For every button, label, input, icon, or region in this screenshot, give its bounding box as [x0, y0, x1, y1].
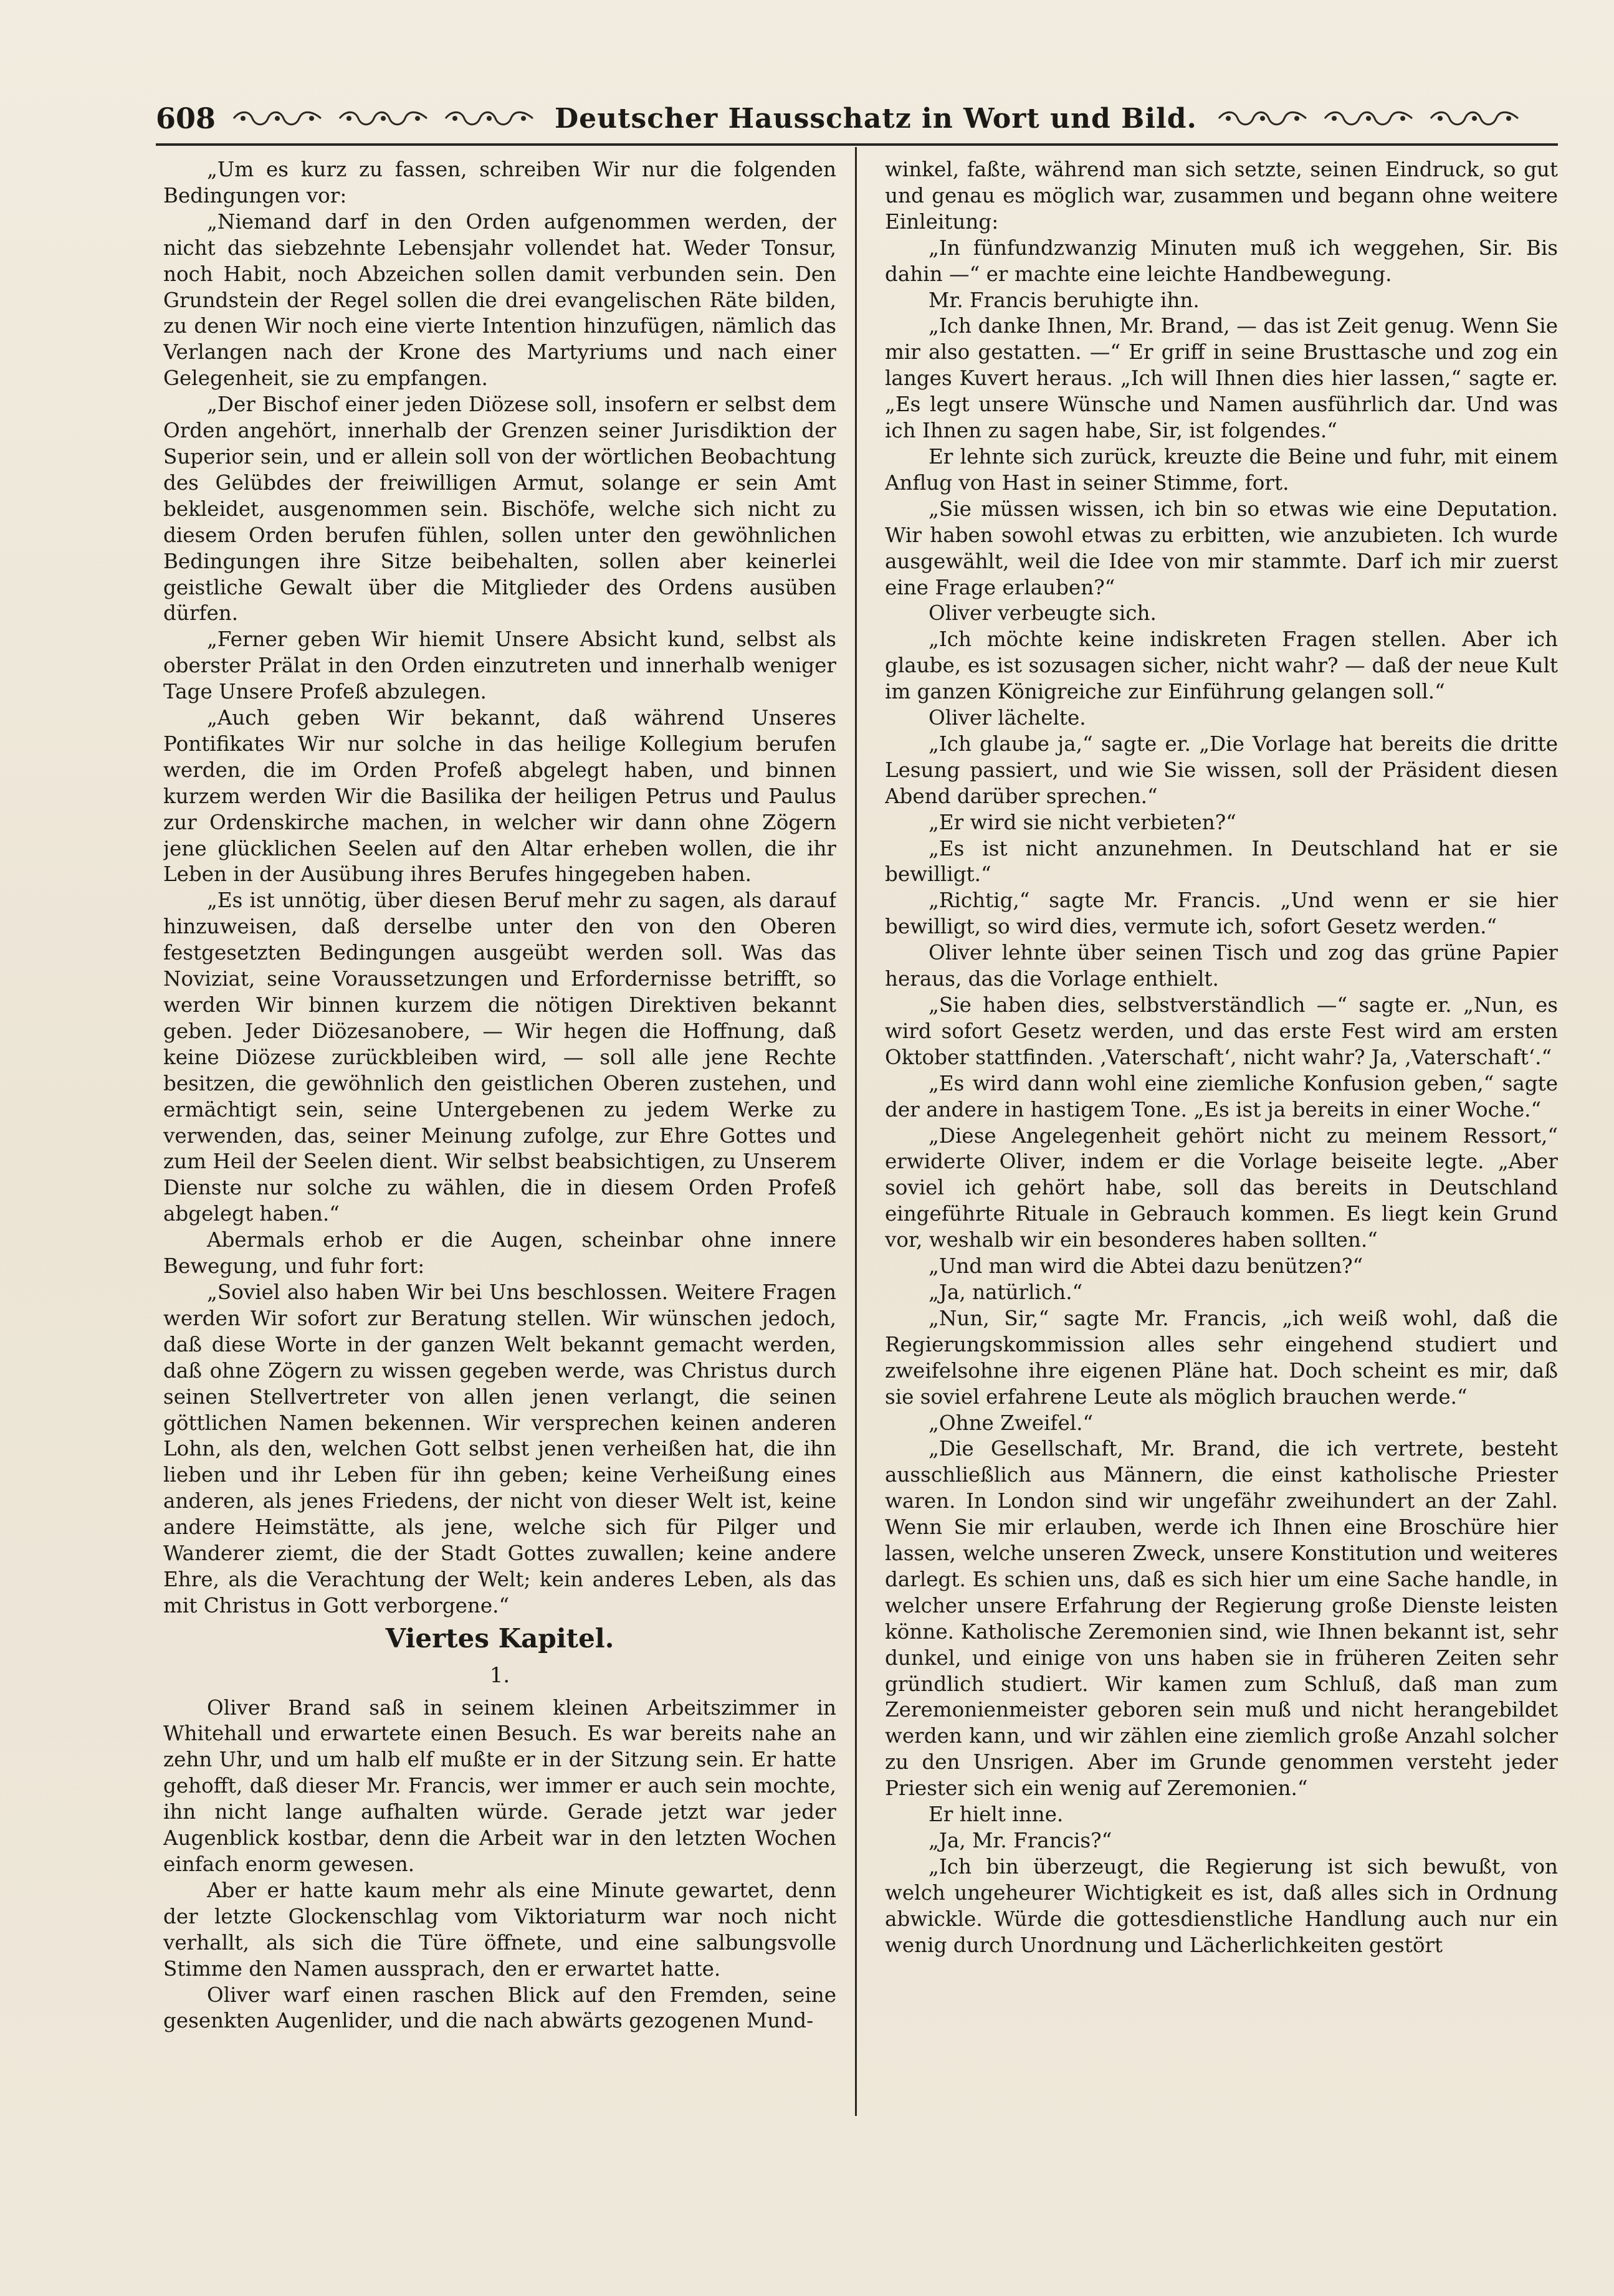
section-number: 1.: [489, 1662, 510, 1688]
paragraph: Oliver Brand saß in seinem kleinen Arbeitszimmer in Whitehall und erwartete einen Besuch. Es war bereits nahe an zehn Uhr, und um halb elf mußte er in der Sitzung sein. Er hatte gehofft, daß dieser Mr. Francis, wer immer er auch sein mochte, ihn nicht lange aufhalten würde. Gerade jetzt war jeder Augenblick kostbar, denn die Arbeit war in den letzten Wochen einfach enorm gewesen.: [163, 1695, 836, 1876]
header-rule: [156, 143, 1558, 146]
paragraph: Oliver lächelte.: [929, 706, 1086, 730]
paragraph: „Ich möchte keine indiskreten Fragen stellen. Aber ich glaube, es ist sozusagen sicher, nicht wahr? — daß der neue Kult im ganzen Königreiche zur Einführung gelangen soll.“: [885, 627, 1558, 704]
paragraph: „Sie müssen wissen, ich bin so etwas wie eine Deputation. Wir haben sowohl etwas zu erbitten, wie anzubieten. Ich wurde ausgewählt, weil die Idee von mir stammte. Darf ich mir zuerst eine Frage erlauben?“: [885, 497, 1558, 599]
paragraph: „Um es kurz zu fassen, schreiben Wir nur die folgenden Bedingungen vor:: [163, 158, 836, 207]
page-header: [156, 93, 1558, 143]
paragraph: Abermals erhob er die Augen, scheinbar ohne innere Bewegung, und fuhr fort:: [163, 1228, 836, 1279]
paragraph: „Und man wird die Abtei dazu benützen?“: [929, 1254, 1363, 1279]
paragraph: Er hielt inne.: [929, 1803, 1064, 1827]
paragraph: „Niemand darf in den Orden aufgenommen werden, der nicht das siebzehnte Lebensjahr vollendet hat. Weder Tonsur, noch Habit, noch Abzeichen sollen damit verbunden sein. Den Grundstein der Regel sollen die drei evangelischen Räte bilden, zu denen Wir noch eine vierte Intention hinzufügen, nämlich das Verlangen nach der Krone des Martyriums und nach einer Gelegenheit, sie zu empfangen.: [163, 209, 836, 391]
paragraph: „Ich glaube ja,“ sagte er. „Die Vorlage hat bereits die dritte Lesung passiert, und wie Sie wissen, soll der Präsident diesen Abend darüber sprechen.“: [885, 731, 1558, 808]
paragraph: „Auch geben Wir bekannt, daß während Unseres Pontifikates Wir nur solche in das heilige Kollegium berufen werden, die im Orden Profeß abgelegt haben, und binnen kurzem werden Wir die Basilika der heiligen Petrus und Paulus zur Ordenskirche machen, in welcher wir dann ohne Zögern jene glücklichen Seelen auf den Altar erheben wollen, die ihr Leben in der Ausübung ihres Berufes hingegeben haben.: [163, 706, 836, 887]
masthead-title: Deutscher Hausschatz in Wort und Bild.: [555, 102, 1197, 135]
paragraph: Mr. Francis beruhigte ihn.: [929, 288, 1200, 312]
paragraph: Er lehnte sich zurück, kreuzte die Beine und fuhr, mit einem Anflug von Hast in seiner Stimme, fort.: [885, 444, 1558, 495]
scroll-ornament-icon: [337, 109, 430, 128]
paragraph: „Ja, Mr. Francis?“: [929, 1829, 1112, 1852]
paragraph: „Soviel also haben Wir bei Uns beschlossen. Weitere Fragen werden Wir sofort zur Beratung stellen. Wir wünschen jedoch, daß diese Worte in der ganzen Welt bekannt gemacht werden, daß ohne Zögern zu wissen gegeben werde, was Christus durch seinen Stellvertreter von allen jenen verlangt, die seinen göttlichen Namen bekennen. Wir versprechen keinen anderen Lohn, als den, welchen Gott selbst jenen verheißen hat, die ihn lieben und ihr Leben für ihn geben; keine Verheißung eines anderen, als jenes Friedens, der nicht von dieser Welt ist, keine andere Heimstätte, als jene, welche sich für Pilger und Wanderer ziemt, die der Stadt Gottes zuwallen; keine andere Ehre, als die Verachtung der Welt; kein anderes Leben, als das mit Christus in Gott verborgene.“: [163, 1280, 836, 1617]
paragraph: „Ich danke Ihnen, Mr. Brand, — das ist Zeit genug. Wenn Sie mir also gestatten. —“ Er griff in seine Brusttasche und zog ein langes Kuvert heraus. „Ich will Ihnen dies hier lassen,“ sagte er. „Es legt unsere Wünsche und Namen ausführlich dar. Und was ich Ihnen zu sagen habe, Sir, ist folgendes.“: [885, 314, 1558, 443]
paragraph: „Es ist nicht anzunehmen. In Deutschland hat er sie bewilligt.“: [885, 836, 1558, 887]
paragraph: Oliver warf einen raschen Blick auf den Fremden, seine gesenkten Augenlider, und die nach abwärts gezogenen Mund-: [163, 1983, 836, 2033]
left-column: [163, 157, 836, 2101]
paragraph: „Die Gesellschaft, Mr. Brand, die ich vertrete, besteht ausschließlich aus Männern, die einst katholische Priester waren. In London sind wir ungefähr zweihundert an der Zahl. Wenn Sie mir erlauben, werde ich Ihnen eine Broschüre hier lassen, welche unseren Zweck, unsere Konstitution und weiteres darlegt. Es schien uns, daß es sich hier um eine Sache handle, in welcher unsere Erfahrung der Regierung große Dienste leisten könne. Katholische Zeremonien sind, wie Ihnen bekannt ist, sehr dunkel, und einige von uns haben sie in früheren Zeiten sehr gründlich studiert. Wir kamen zum Schluß, daß man zum Zeremonienmeister geboren sein muß und nicht herangebildet werden kann, und wir zählen eine ziemlich große Anzahl solcher zu den Unsrigen. Aber im Grunde genommen versteht jeder Priester sich ein wenig auf Zeremonien.“: [885, 1437, 1558, 1801]
paragraph: „Sie haben dies, selbstverständlich —“ sagte er. „Nun, es wird sofort Gesetz werden, und das erste Fest wird am ersten Oktober stattfinden. ‚Vaterschaft‘, nicht wahr? Ja, ‚Vaterschaft‘.“: [885, 993, 1558, 1069]
page-number: 608: [156, 102, 216, 135]
right-column: [885, 157, 1558, 2101]
scroll-ornament-icon: [1428, 109, 1521, 128]
paragraph: „Er wird sie nicht verbieten?“: [929, 810, 1236, 834]
paragraph: „Ich bin überzeugt, die Regierung ist sich bewußt, von welch ungeheurer Wichtigkeit es ist, daß alles sich in Ordnung abwickle. Würde die gottesdienstliche Handlung auch nur ein wenig durch Unordnung und Lächerlichkeiten gestört: [885, 1854, 1558, 1957]
scroll-ornament-icon: [1216, 109, 1309, 128]
paragraph: „Der Bischof einer jeden Diözese soll, insofern er selbst dem Orden angehört, innerhalb der Grenzen seiner Jurisdiktion der Superior sein, und er allein soll von der wörtlichen Beobachtung des Gelübdes der freiwilligen Armut, solange er sein Amt bekleidet, ausgenommen sein. Bischöfe, welche sich nicht zu diesem Orden berufen fühlen, sollen unter den gewöhnlichen Bedingungen ihre Sitze beibehalten, sollen aber keinerlei geistliche Gewalt über die Mitglieder des Ordens ausüben dürfen.: [163, 393, 836, 626]
paragraph: „Diese Angelegenheit gehört nicht zu meinem Ressort,“ erwiderte Oliver, indem er die Vorlage beiseite legte. „Aber soviel ich gehört habe, soll das bereits in Deutschland eingeführte Rituale in Gebrauch kommen. Es liegt kein Grund vor, weshalb wir ein besonderes haben sollten.“: [885, 1123, 1558, 1252]
paragraph: Oliver verbeugte sich.: [929, 601, 1157, 626]
paragraph: „Richtig,“ sagte Mr. Francis. „Und wenn er sie hier bewilligt, so wird dies, vermute ich, sofort Gesetz werden.“: [885, 888, 1558, 939]
paragraph: „In fünfundzwanzig Minuten muß ich weggehen, Sir. Bis dahin —“ er machte eine leichte Handbewegung.: [885, 236, 1558, 286]
scroll-ornament-icon: [1322, 109, 1415, 128]
paragraph: „Ferner geben Wir hiemit Unsere Absicht kund, selbst als oberster Prälat in den Orden einzutreten und innerhalb weniger Tage Unsere Profeß abzulegen.: [163, 627, 836, 704]
paragraph: „Ja, natürlich.“: [929, 1280, 1083, 1304]
paragraph: „Ohne Zweifel.“: [929, 1411, 1094, 1435]
scroll-ornament-icon: [231, 109, 324, 128]
paragraph: „Nun, Sir,“ sagte Mr. Francis, „ich weiß wohl, daß die Regierungskommission alles sehr eingehend studiert und zweifelsohne ihre eigenen Pläne hat. Doch scheint es mir, daß sie soviel erfahrene Leute als möglich brauchen werde.“: [885, 1306, 1558, 1409]
column-divider: [855, 147, 857, 2116]
paragraph: „Es wird dann wohl eine ziemliche Konfusion geben,“ sagte der andere in hastigem Tone. „Es ist ja bereits in einer Woche.“: [885, 1071, 1558, 1122]
continued-paragraph: winkel, faßte, während man sich setzte, seinen Eindruck, so gut und genau es möglich war, zusammen und begann ohne weitere Einleitung:: [885, 158, 1558, 234]
paragraph: Aber er hatte kaum mehr als eine Minute gewartet, denn der letzte Glockenschlag vom Viktoriaturm war noch nicht verhallt, als sich die Türe öffnete, und eine salbungsvolle Stimme den Namen aussprach, den er erwartet hatte.: [163, 1878, 836, 1981]
paragraph: Oliver lehnte über seinen Tisch und zog das grüne Papier heraus, das die Vorlage enthielt.: [885, 941, 1558, 991]
paragraph: „Es ist unnötig, über diesen Beruf mehr zu sagen, als darauf hinzuweisen, daß derselbe unter den von den Oberen festgesetzten Bedingungen ausgeübt werden soll. Was das Noviziat, seine Voraussetzungen und Erfordernisse betrifft, so werden Wir binnen kurzem die nötigen Direktiven bekannt geben. Jeder Diözesanobere, — Wir hegen die Hoffnung, daß keine Diözese zurückbleiben wird, — soll alle jene Rechte besitzen, die gewöhnlich den geistlichen Oberen zustehen, und ermächtigt sein, seine Untergebenen zu jedem Werke zu verwenden, das, seiner Meinung zufolge, zur Ehre Gottes und zum Heil der Seelen dient. Wir selbst beabsichtigen, zu Unserem Dienste nur solche zu wählen, die in diesem Orden Profeß abgelegt haben.“: [163, 888, 836, 1226]
scroll-ornament-icon: [442, 109, 536, 128]
chapter-title: Viertes Kapitel.: [385, 1622, 614, 1654]
